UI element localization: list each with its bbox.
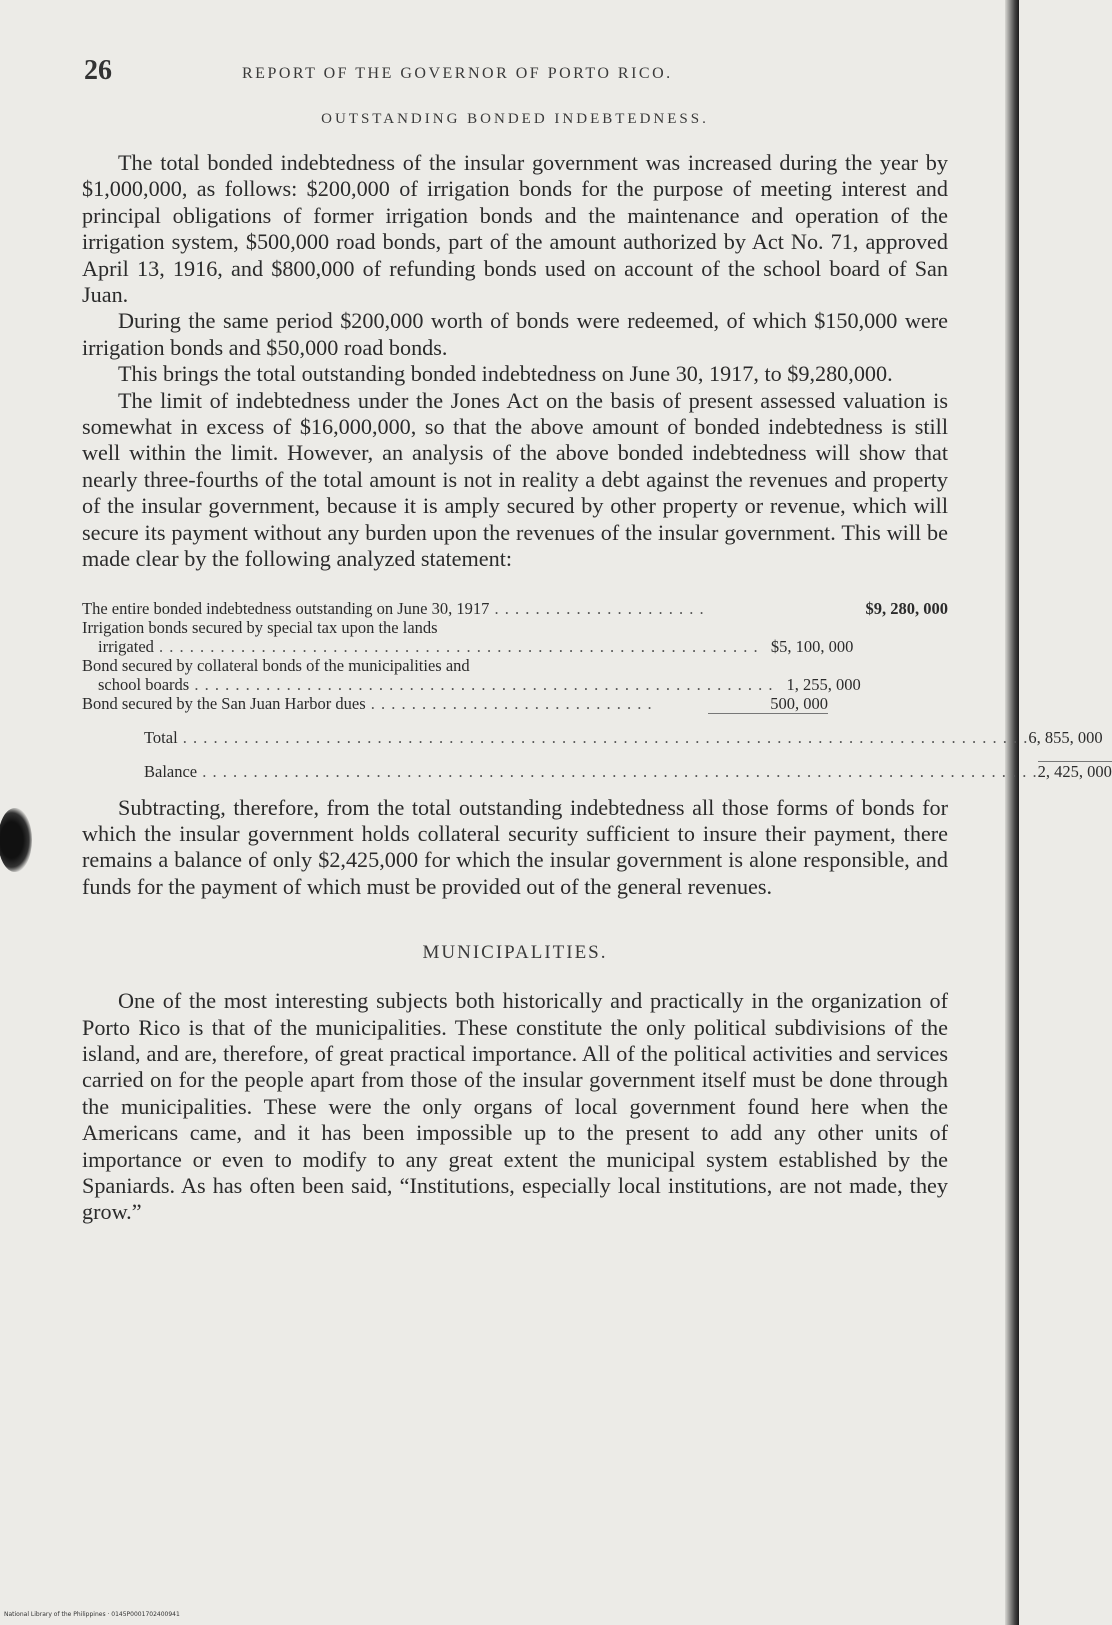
running-title: REPORT OF THE GOVERNOR OF PORTO RICO. xyxy=(242,65,673,82)
document-page xyxy=(82,55,1112,1226)
paragraph-subtracting: Subtracting, therefore, from the total outstanding indebtedness all those forms of bonds for which the insular government holds collateral security sufficient to insure their payment, there remains a balance of only $2,425,000 for which the insular government is alone responsible, and funds for the payment of which must be provided out of the general revenues. xyxy=(82,794,948,899)
section-heading: OUTSTANDING BONDED INDEBTEDNESS. xyxy=(321,111,709,127)
analyzed-statement xyxy=(82,598,1112,781)
statement-entire-label: The entire bonded indebtedness outstanding on June 30, 1917 xyxy=(82,598,490,618)
statement-irrigation-label-1: Irrigation bonds secured by special tax upon the lands xyxy=(82,617,438,637)
paragraph-redeemed: During the same period $200,000 worth of bonds were redeemed, of which $150,000 were irrigation bonds and $50,000 road bonds. xyxy=(82,308,948,360)
statement-balance-value: 2, 425, 000 xyxy=(1037,761,1112,781)
paragraph-municipalities: One of the most interesting subjects both historically and practically in the organization of Porto Rico is that of the municipalities. These constitute the only political subdivisions of the island, and are, therefore, of great practical importance. All of the political activities and services carried on for the people apart from those of the insular government itself must be done through the municipalities. These were the only organs of local government found here when the Americans came, and it has been impossible up to the present to add any other units of importance or even to modify to any great extent the municipal system established by the Spaniards. As has often been said, “Institutions, especially local institutions, are not made, they grow.” xyxy=(82,988,948,1225)
statement-collateral-label-1: Bond secured by collateral bonds of the municipalities and xyxy=(82,655,470,675)
statement-entire-value: $9, 280, 000 xyxy=(865,598,948,618)
statement-row-harbor: Bond secured by the San Juan Harbor dues . . . . . . . . . . . . . . . . . . . . . . . . . . . . 500, 000 xyxy=(82,693,828,713)
library-stamp: National Library of the Philippines · 0145P0001702400941 xyxy=(4,1611,180,1618)
statement-total-label: Total xyxy=(144,727,178,747)
page-edge-shadow xyxy=(1005,0,1019,1625)
statement-collateral-value: 1, 255, 000 xyxy=(786,674,861,694)
page-header xyxy=(82,55,948,89)
statement-row-collateral-1 xyxy=(82,656,948,675)
page-number: 26 xyxy=(84,55,112,86)
statement-row-irrigation-1 xyxy=(82,618,948,637)
statement-row-collateral-2: school boards . . . . . . . . . . . . . . . . . . . . . . . . . . . . . . . . . . . . . . . . . . . . . . . . . . . . . . . . . 1, 255, 000 xyxy=(98,674,861,694)
scanner-thumb-mark xyxy=(0,808,32,872)
paragraph-limit-analysis: The limit of indebtedness under the Jones Act on the basis of present assessed valuation is somewhat in excess of $16,000,000, so that the above amount of bonded indebtedness is still well within the limit. However, an analysis of the above bonded indebtedness will show that nearly three-fourths of the total amount is not in reality a debt against the revenues and property of the insular government, because it is amply secured by other property or revenue, which will secure its payment without any burden upon the revenues of the insular government. This will be made clear by the following analyzed statement: xyxy=(82,387,948,572)
statement-collateral-label-2: school boards xyxy=(98,674,190,694)
paragraph-total-outstanding: This brings the total outstanding bonded indebtedness on June 30, 1917, to $9,280,000. xyxy=(118,361,893,387)
paragraph-bonded-increase: The total bonded indebtedness of the insular government was increased during the year by $1,000,000, as follows: $200,000 of irrigation bonds for the purpose of meeting interest and principal obligations of former irrigation bonds and the maintenance and operation of the irrigation system, $500,000 road bonds, part of the amount authorized by Act No. 71, approved April 13, 1916, and $800,000 of refunding bonds used on account of the school board of San Juan. xyxy=(82,150,948,308)
statement-row-balance: Balance . . . . . . . . . . . . . . . . . . . . . . . . . . . . . . . . . . . . . . . . . . . . . . . . . . . . . . . . . . . . . . . . . . . . . . . . . . . . . . . . . . 2, 425, 000 xyxy=(144,761,1112,781)
statement-harbor-label: Bond secured by the San Juan Harbor dues xyxy=(82,693,366,713)
statement-row-total: Total . . . . . . . . . . . . . . . . . . . . . . . . . . . . . . . . . . . . . . . . . . . . . . . . . . . . . . . . . . . . . . . . . . . . . . . . . . . . . . . . . . . 6, 855, 000 xyxy=(144,727,1103,747)
statement-row-entire: The entire bonded indebtedness outstanding on June 30, 1917 . . . . . . . . . . . . . . . . . . . . . $9, 280, 000 xyxy=(82,598,948,618)
municipalities-heading: MUNICIPALITIES. xyxy=(422,942,608,964)
statement-irrigation-label-2: irrigated xyxy=(98,636,154,656)
statement-row-irrigation-2: irrigated . . . . . . . . . . . . . . . . . . . . . . . . . . . . . . . . . . . . . . . . . . . . . . . . . . . . . . . . . . . $5, 100, 000 xyxy=(98,636,854,656)
statement-harbor-value: 500, 000 xyxy=(708,694,828,714)
statement-irrigation-value: $5, 100, 000 xyxy=(770,636,854,656)
statement-balance-label: Balance xyxy=(144,761,198,781)
statement-total-value: 6, 855, 000 xyxy=(1028,727,1103,747)
